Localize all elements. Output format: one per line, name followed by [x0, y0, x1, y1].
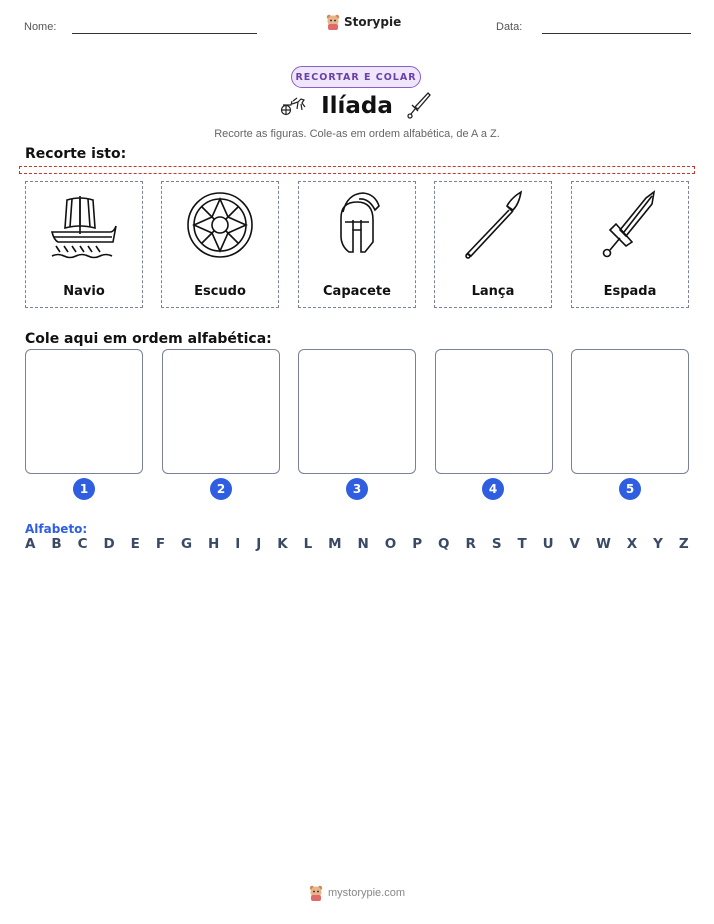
card-label: Capacete — [323, 284, 391, 299]
letter: Y — [653, 536, 663, 552]
card-capacete[interactable] — [298, 181, 416, 308]
slot-number: 4 — [482, 478, 504, 500]
letter: E — [130, 536, 140, 552]
cut-heading: Recorte isto: — [25, 146, 127, 162]
letter: L — [303, 536, 313, 552]
paste-slot-3[interactable] — [298, 349, 416, 474]
letter: J — [256, 536, 262, 552]
ship-icon — [50, 190, 118, 260]
paste-slot-1[interactable] — [25, 349, 143, 474]
footer — [0, 885, 714, 901]
date-line — [542, 33, 691, 34]
paste-slot-5[interactable] — [571, 349, 689, 474]
letter: G — [180, 536, 193, 552]
sword-title-icon — [406, 91, 432, 121]
letter: U — [542, 536, 554, 552]
letter: B — [51, 536, 62, 552]
letter: P — [412, 536, 423, 552]
letter: D — [103, 536, 115, 552]
letter: S — [491, 536, 502, 552]
letter: N — [357, 536, 369, 552]
cut-line — [19, 166, 695, 174]
name-label: Nome: — [24, 21, 57, 33]
card-label: Navio — [63, 284, 105, 299]
letter: K — [277, 536, 288, 552]
card-label: Espada — [603, 284, 657, 299]
shield-icon — [186, 190, 254, 260]
spear-icon — [459, 190, 527, 260]
bear-mascot-icon — [309, 885, 323, 901]
sword-icon — [596, 190, 664, 260]
letter: Q — [438, 536, 450, 552]
card-label: Lança — [471, 284, 515, 299]
card-lanca[interactable] — [434, 181, 552, 308]
letter: I — [235, 536, 241, 552]
paste-heading: Cole aqui em ordem alfabética: — [25, 331, 272, 347]
page-title: Ilíada — [321, 93, 393, 119]
paste-slot-2[interactable] — [162, 349, 280, 474]
brand-name: Storypie — [344, 15, 402, 29]
letter: F — [155, 536, 166, 552]
slot-number: 2 — [210, 478, 232, 500]
letter: A — [25, 536, 36, 552]
alphabet-row — [25, 536, 689, 552]
letter: O — [384, 536, 397, 552]
letter: R — [465, 536, 476, 552]
card-label: Escudo — [194, 284, 246, 299]
letter: H — [208, 536, 220, 552]
slot-number: 1 — [73, 478, 95, 500]
date-label: Data: — [496, 21, 523, 33]
paste-slot-4[interactable] — [435, 349, 553, 474]
instructions: Recorte as figuras. Cole-as em ordem alfabética, de A a Z. — [214, 128, 500, 140]
alphabet-heading: Alfabeto: — [25, 522, 88, 536]
letter: Z — [678, 536, 689, 552]
letter: M — [328, 536, 342, 552]
letter: V — [569, 536, 580, 552]
helmet-icon — [323, 190, 391, 260]
letter: W — [595, 536, 611, 552]
letter: T — [517, 536, 527, 552]
bear-mascot-icon — [326, 14, 340, 30]
letter: C — [77, 536, 88, 552]
footer-url[interactable]: mystorypie.com — [327, 887, 406, 899]
activity-badge: RECORTAR E COLAR — [291, 66, 421, 88]
name-line — [72, 33, 257, 34]
brand-logo — [326, 14, 401, 30]
slot-number: 3 — [346, 478, 368, 500]
letter: X — [626, 536, 638, 552]
card-escudo[interactable] — [161, 181, 279, 308]
card-navio[interactable] — [25, 181, 143, 308]
card-espada[interactable] — [571, 181, 689, 308]
slot-number: 5 — [619, 478, 641, 500]
